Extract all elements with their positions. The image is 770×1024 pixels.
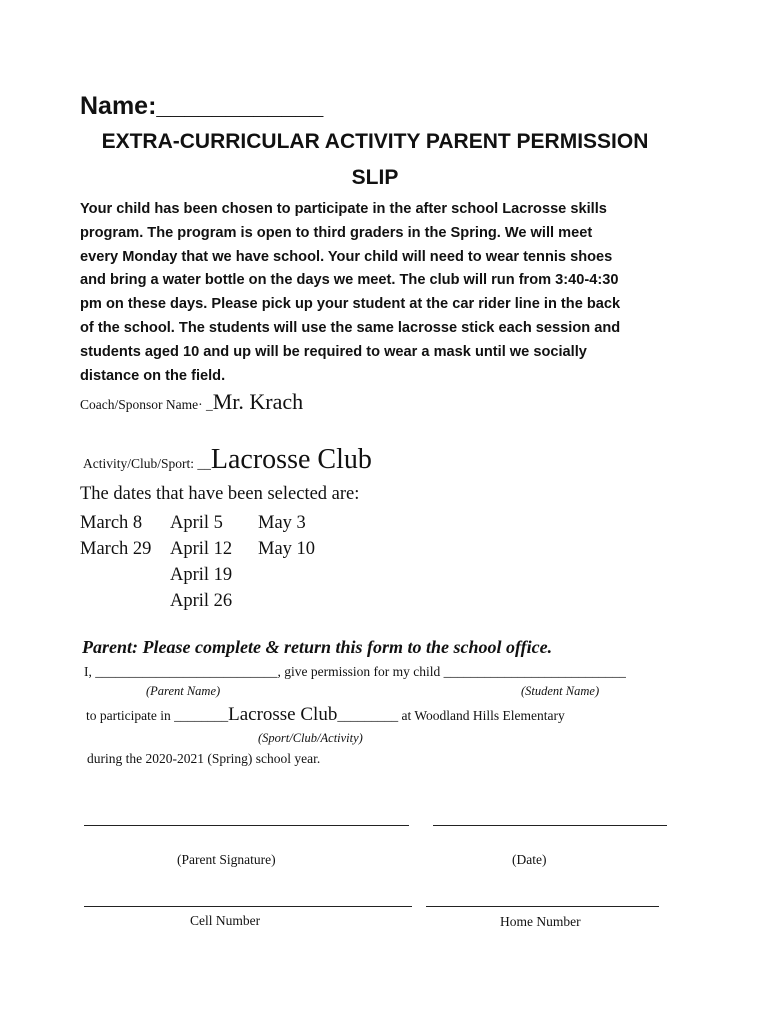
activity-value: Lacrosse Club	[210, 444, 372, 475]
cell-number-caption: Cell Number	[190, 913, 261, 928]
date-line[interactable]	[433, 825, 667, 826]
dates-column-april	[170, 510, 232, 614]
parent-signature-caption: (Parent Signature)	[177, 852, 276, 867]
permission-line: I, ___________________________, give permission for my child ___________________________	[84, 664, 626, 679]
intro-line: Your child has been chosen to participate in the after school Lacrosse skills	[80, 201, 607, 217]
activity-caption: (Sport/Club/Activity)	[258, 731, 363, 745]
page-title-line1: EXTRA-CURRICULAR ACTIVITY PARENT PERMISSION	[101, 130, 649, 153]
intro-line: of the school. The students will use the same lacrosse stick each session and	[80, 319, 621, 336]
coach-field	[80, 389, 303, 415]
date-item: May 3	[258, 513, 306, 533]
intro-line: every Monday that we have school. Your child will need to wear tennis shoes	[80, 248, 613, 265]
dates-column-may	[258, 510, 315, 562]
intro-line: program. The program is open to third graders in the Spring. We will meet	[80, 224, 593, 241]
intro-line: pm on these days. Please pick up your student at the car rider line in the back	[80, 296, 621, 313]
participate-suffix: _________ at Woodland Hills Elementary	[337, 708, 565, 723]
intro-line: distance on the field.	[80, 367, 226, 384]
activity-field	[83, 444, 372, 476]
parent-name-caption: (Parent Name)	[146, 684, 221, 698]
school-year-line: during the 2020-2021 (Spring) school year.	[87, 751, 321, 766]
coach-value: Mr. Krach	[212, 389, 304, 414]
date-item: April 26	[170, 591, 233, 611]
date-caption: (Date)	[512, 852, 547, 867]
participate-value: Lacrosse Club	[228, 704, 338, 725]
home-number-line[interactable]	[426, 906, 659, 907]
date-item: March 29	[80, 539, 152, 559]
activity-label: Activity/Club/Sport: __	[83, 456, 211, 471]
intro-line: students aged 10 and up will be required to wear a mask until we socially	[80, 343, 587, 360]
dates-heading: The dates that have been selected are:	[80, 484, 360, 504]
dates-column-march	[80, 510, 151, 562]
date-item: March 8	[80, 513, 143, 533]
participate-line	[86, 704, 565, 726]
parent-signature-line[interactable]	[84, 825, 409, 826]
date-item: April 12	[170, 539, 233, 559]
intro-paragraph	[80, 198, 620, 388]
coach-label: Coach/Sponsor Name· _	[80, 397, 213, 412]
page-title-line2: SLIP	[351, 166, 399, 189]
intro-line: and bring a water bottle on the days we meet. The club will run from 3:40-4:30	[80, 272, 619, 289]
date-item: May 10	[258, 539, 316, 559]
participate-prefix: to participate in ________	[86, 708, 229, 723]
form-instruction: Parent: Please complete & return this form to the school office.	[82, 637, 553, 657]
date-item: April 19	[170, 565, 233, 585]
cell-number-line[interactable]	[84, 906, 412, 907]
student-name-caption: (Student Name)	[521, 684, 600, 698]
date-item: April 5	[170, 513, 223, 533]
home-number-caption: Home Number	[500, 914, 581, 929]
name-field-label: Name:____________	[80, 92, 324, 120]
